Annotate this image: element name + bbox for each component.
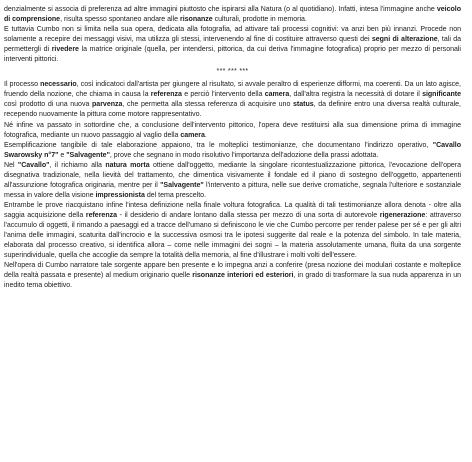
bold-text-run: "Salvagente"	[160, 181, 204, 189]
text-run: - il desiderio di andare lontano dalla stessa per mezzo di una sorta di autorevole	[117, 211, 380, 219]
text-run: così prodotto di una nuova	[4, 101, 93, 109]
bold-text-run: risonanze	[179, 16, 213, 24]
text-run: , dall'altra registra la necessità di dotare il	[289, 91, 423, 99]
text-run: e	[58, 151, 67, 159]
text-run: , tali da permettergli di	[4, 36, 461, 54]
bold-text-run: camera	[180, 131, 205, 139]
paragraph	[4, 141, 461, 161]
text-run: .	[204, 131, 207, 139]
text-run: l'intervento a pittura, nelle sue derive cromatiche, segnala l'ulteriore e sostanziale messa in valore della visione	[4, 181, 461, 199]
bold-text-run: rigenerazione	[379, 211, 426, 219]
bold-text-run: "Salvagente"	[66, 151, 110, 159]
bold-text-run: camera	[264, 91, 290, 99]
paragraph	[4, 261, 461, 291]
text-run: Né infine va passato in sottordine che, a conclusione dell'intervento pittorico, l'opera deve restituirsi alla sua dimensione prima di immagine fotografica, mediante un nuovo passaggio al vaglio della	[4, 121, 461, 139]
text-run: culturali, prodotte in memoria.	[212, 16, 307, 24]
text-run: , il richiamo alla	[49, 161, 106, 169]
text-run: , così indicatoci dall'artista per giungere al risultato, si avvale peraltro di esperienze difformi, ma coerenti. Da un lato agisce, fruendo della nozione, che chiama in causa la	[4, 81, 461, 99]
bold-text-run: status	[293, 101, 314, 109]
text-run: denzialmente si associa di preferenza ad altre immagini piuttosto che ispirarsi alla Natura (o al quotidiano). Infatti, intesa l'immagine anche	[4, 6, 437, 13]
text-run: Il processo	[4, 81, 41, 89]
paragraph	[4, 201, 461, 261]
text-run: , risulta spesso spontaneo andare alle	[60, 16, 180, 24]
bold-text-run: segni di alterazione	[371, 36, 438, 44]
text-run: del tema prescelto.	[144, 191, 207, 199]
bold-text-run: referenza	[150, 91, 182, 99]
paragraph	[4, 121, 461, 141]
bold-text-run: veicolo di comprensione	[4, 6, 461, 24]
text-run: , che permetta alla stessa referenza di acquisire uno	[122, 101, 293, 109]
text-run: Nel	[4, 161, 18, 169]
paragraph	[4, 25, 461, 65]
section-separator: *** *** ***	[216, 68, 249, 76]
bold-text-run: referenza	[85, 211, 118, 219]
text-run: Nell'opera di Cumbo narratore tale sorgente appare ben presente e lo impegna anzi a conferire (presa nozione dei modulari costante e molteplice della realtà passata e presente) al medium originario quelle	[4, 262, 461, 280]
text-run: la matrice originale (quella, per intendersi, pittorica, da cui deriva l'immagine fotografica) proprio per mezzo di personali interventi pittorici.	[4, 46, 461, 64]
bold-text-run: risonanze interiori ed esteriori	[192, 272, 294, 280]
text-run: Entrambe le prove riacquistano infine l'intesa definizione nella finale voltura fotografica. La qualità di tali testimonianze allora denota - oltre alla saggia acquisizione della	[4, 201, 461, 219]
text-run: e perciò l'intervento della	[181, 91, 265, 99]
text-run: , da definire entro una diversa realtà culturale, recependo nuovamente la pittura come motore rappresentativo.	[4, 101, 461, 119]
bold-text-run: "Cavallo"	[17, 161, 50, 169]
text-run: , prove che segnano in modo risolutivo l'importanza dell'adozione della prassi adottata.	[109, 151, 379, 159]
text-run: : attraverso l'accumulo di oggetti, il rimando a paesaggi ed a tracce dell'umano si definiscono le vie che Cumbo percorre per render palese per sé e per gli altri l'anima delle immagini, scaturita dall'incrocio e la successiva osmosi tra le ipotesi suggerite dal reale e la potenza del simbolo. In tale materia, elaborata dal processo creativo, si identifica allora – come nelle immagini dei sogni – la materia assolutamente umana, fluita da una sorgente superindividuale, quella che accoglie da sempre la totalità della memoria, al fine d'illustrare i molti volti dell'essere.	[4, 211, 462, 260]
bold-text-run: parvenza	[92, 101, 123, 109]
bold-text-run: significante	[422, 91, 461, 99]
text-run: ottiene dall'oggetto, mediante la singolare ricontestualizzazione pittorica, l'evocazione dell'opera disegnativa tradizionale, nella lievità del trattamento, che dimentica visivamente il fondale ed il piano di sostegno dell'oggetto, appartenenti all'assunzione fotografica originaria, mentre per il	[4, 161, 462, 189]
paragraph	[4, 161, 461, 201]
bold-text-run: impressionista	[95, 191, 145, 199]
bold-text-run: "Cavallo Swarowsky n°7"	[4, 141, 461, 159]
text-run: Esemplificazione tangibile di tale elaborazione appaiono, tra le molteplici testimonianze, che documentano l'indirizzo operativo,	[4, 141, 433, 149]
bold-text-run: necessario	[40, 81, 77, 89]
bold-text-run: rivedere	[51, 46, 79, 54]
paragraph	[4, 5, 461, 25]
bold-text-run: natura morta	[105, 161, 150, 169]
text-run: , in grado di trasformare la sua nuda apparenza in un inedito tema obiettivo.	[4, 272, 461, 290]
text-run: E tuttavia Cumbo non si limita nella sua opera, dedicata alla fotografia, ad attivare tali processi cognitivi: va anzi ben più innanzi. Procede non solamente a recepire dei messaggi visivi, ma utilizza gli stessi, intervenendo al fine di costituire attraverso questi dei	[4, 26, 461, 44]
paragraph	[4, 80, 461, 120]
